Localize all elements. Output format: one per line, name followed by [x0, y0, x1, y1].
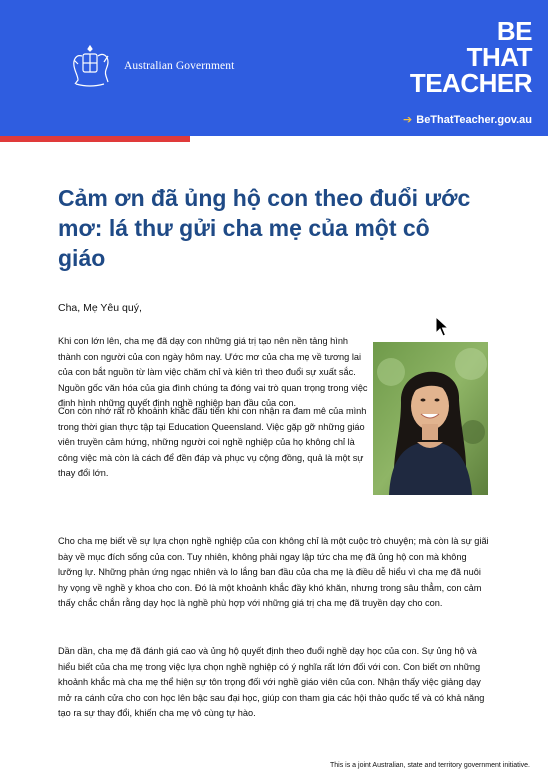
- accent-bar: [0, 136, 190, 142]
- page-header: [0, 0, 548, 136]
- page-title: Cảm ơn đã ủng hộ con theo đuổi ước mơ: lá thư gửi cha mẹ của một cô giáo: [58, 185, 471, 271]
- paragraph-4: Dần dần, cha mẹ đã đánh giá cao và ủng hộ quyết định theo đuổi nghề dạy học của con. Sự ủng hộ và hiểu biết của cha mẹ trong việc lựa chọn nghề nghiệp có ý nghĩa rất lớn đối với con. Con biết ơn những khoảnh khắc mà cha mẹ thể hiện sự tôn trọng đối với nghề giáo viên của con. Nhận thấy việc giảng dạy mở ra cánh cửa cho con học lên bậc sau đại học, giúp con tham gia các hội thảo quốc tế và có khả năng tạo ra sự thay đổi, khiến cha mẹ vô cùng tự hào.: [58, 646, 485, 719]
- brand-line-3: TEACHER: [409, 68, 532, 98]
- mouse-pointer-icon: [435, 316, 449, 338]
- paragraph-1: Khi con lớn lên, cha mẹ đã dạy con những giá trị tạo nên nền tảng hình thành con người của con ngày hôm nay. Ước mơ của cha mẹ về tương lai của con bắt nguồn từ làm việc chăm chỉ và kiên trì theo đuổi sự xuất sắc. Nguồn gốc văn hóa của gia đình chúng ta đóng vai trò quan trọng trong việc định hình những quyết định nghề nghiệp ban đầu của con.: [58, 336, 368, 409]
- teacher-photo: [373, 342, 488, 495]
- paragraph-2: Con còn nhớ rất rõ khoảnh khắc đầu tiên khi con nhận ra đam mê của mình trong thời gian thực tập tại Education Queensland. Việc gặp gỡ những giáo viên truyền cảm hứng, những người coi nghề nghiệp của họ không chỉ là công việc mà còn là cách để đền đáp và phục vụ cộng đồng, quả là một sự thay đổi lớn.: [58, 406, 367, 479]
- coat-of-arms-icon: [64, 42, 116, 90]
- arrow-right-icon: ➔: [403, 114, 413, 126]
- paragraph-3: Cho cha mẹ biết về sự lựa chọn nghề nghiệp của con không chỉ là một cuộc trò chuyện; mà còn là sự giãi bày về mục đích sống của con. Tuy nhiên, không phải ngay lập tức cha mẹ đã ủng hộ con mà không lưỡng lự. Những phản ứng ngạc nhiên và lo lắng ban đầu của cha mẹ là điều dễ hiểu vì cha mẹ đã nuôi hy vọng về nghề y khoa cho con. Đó là một khoảnh khắc đầy khó khăn, nhưng trong sâu thẳm, con cảm thấy chắc chắn rằng dạy học là nghề phù hợp với những giá trị cha mẹ đã truyền dạy cho con.: [58, 536, 489, 609]
- be-that-teacher-logo: [410, 18, 532, 96]
- brand-line-2: THAT: [466, 42, 532, 72]
- footer-note: This is a joint Australian, state and territory government initiative.: [330, 762, 530, 769]
- government-label: Australian Government: [124, 60, 235, 72]
- website-url[interactable]: BeThatTeacher.gov.au: [416, 113, 532, 126]
- government-logo: [64, 42, 234, 90]
- brand-line-1: BE: [496, 16, 532, 46]
- letter-greeting: Cha, Mẹ Yêu quý,: [58, 302, 142, 314]
- website-link[interactable]: [403, 113, 532, 126]
